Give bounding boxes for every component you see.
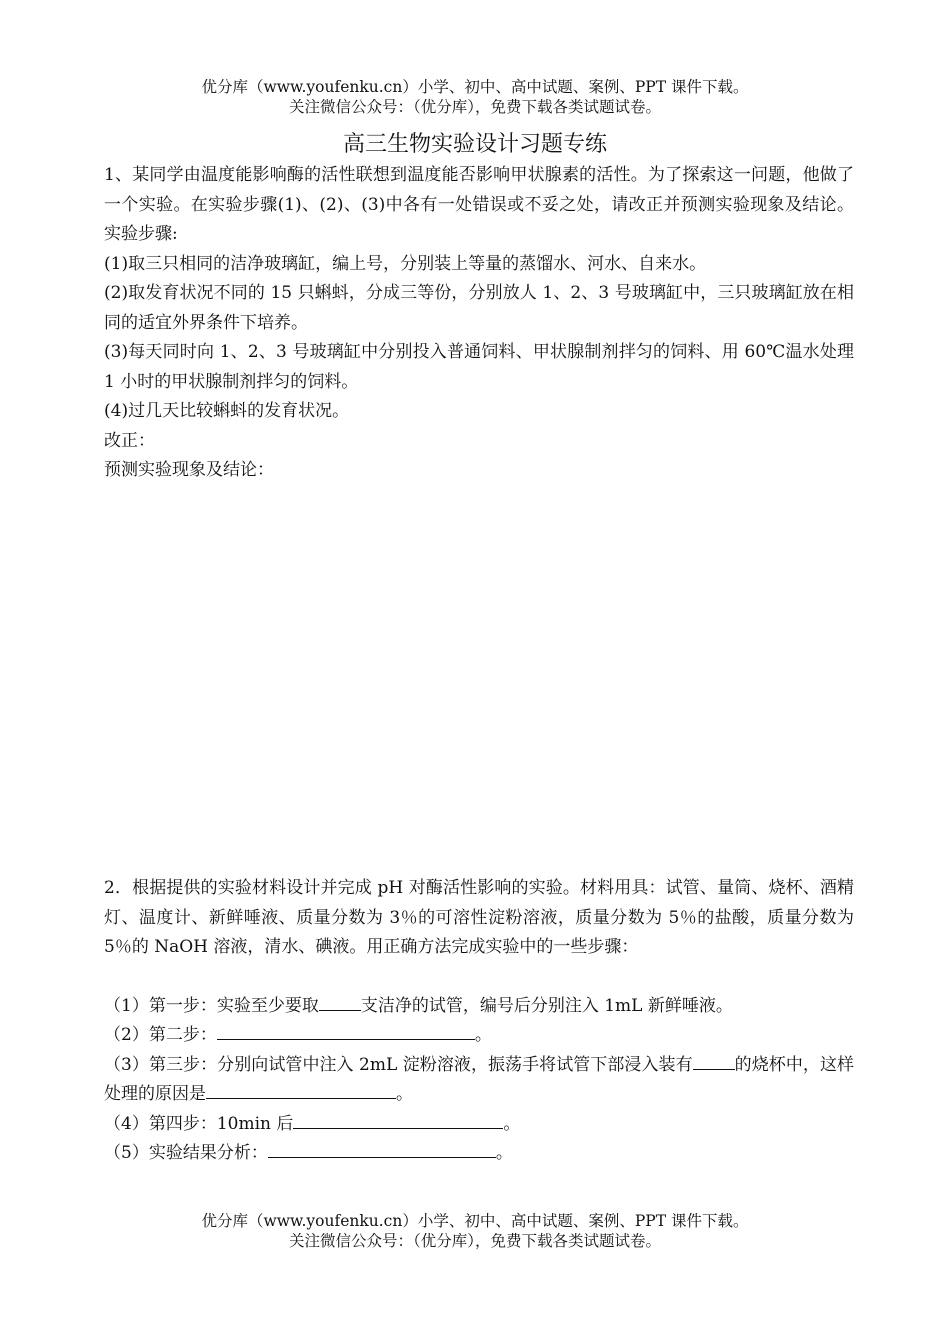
q2-step-1-text-b: 支洁净的试管，编号后分别注入 1mL 新鲜唾液。 (360, 995, 733, 1016)
q1-step-4: (4)过几天比较蝌蚪的发育状况。 (104, 401, 350, 421)
answer-blank-analysis[interactable] (268, 1140, 496, 1158)
q1-intro: 1、某同学由温度能影响酶的活性联想到温度能否影响甲状腺素的活性。为了探索这一问题，他做了一个实验。在实验步骤(1)、(2)、(3)中各有一处错误或不妥之处，请改正并预测实验现象及结论。实验步骤: (104, 165, 854, 244)
q2-step-5-text-a: （5）实验结果分析： (104, 1143, 268, 1163)
q2-step-4 (104, 1110, 854, 1140)
page-footer (0, 1211, 950, 1251)
q2-step-1 (104, 992, 854, 1022)
q2-step-3-text-a: （3）第三步：分别向试管中注入 2mL 淀粉溶液，振荡手将试管下部浸入装有 (104, 1054, 693, 1075)
footer-line-1: 优分库（www.youfenku.cn）小学、初中、高中试题、案例、PPT 课件下载。 (201, 1212, 749, 1230)
page-title: 高三生物实验设计习题专练 (342, 132, 607, 157)
q1-step-2: (2)取发育状况不同的 15 只蝌蚪，分成三等份，分别放人 1、2、3 号玻璃缸中，三只玻璃缸放在相同的适宜外界条件下培养。 (104, 283, 854, 333)
spacer (104, 963, 854, 992)
answer-blank-step-2[interactable] (217, 1022, 475, 1040)
answer-blank-tube-count[interactable] (319, 993, 361, 1011)
q2-step-3-text-b: 的烧杯中，这样处理的原因是 (104, 1054, 854, 1104)
q2-step-5 (104, 1139, 854, 1169)
q1-prediction-label: 预测实验现象及结论： (104, 460, 274, 480)
header-line-1: 优分库（www.youfenku.cn）小学、初中、高中试题、案例、PPT 课件下载。 (201, 78, 749, 96)
header-line-2: 关注微信公众号：（优分库），免费下载各类试题试卷。 (288, 98, 661, 116)
q2-step-3 (104, 1051, 854, 1110)
q2-step-4-text-b: 。 (503, 1113, 521, 1134)
answer-blank-beaker[interactable] (693, 1052, 735, 1070)
q2-step-2 (104, 1021, 854, 1051)
q1-correction-label: 改正： (104, 430, 155, 451)
q2-step-3-text-c: 。 (396, 1084, 413, 1104)
footer-line-2: 关注微信公众号：（优分库），免费下载各类试题试卷。 (288, 1232, 661, 1250)
q2-step-2-text-a: （2）第二步： (104, 1025, 217, 1045)
answer-blank-reason[interactable] (206, 1081, 396, 1099)
question-1 (104, 161, 854, 486)
q1-step-3: (3)每天同时向 1、2、3 号玻璃缸中分别投入普通饲料、甲状腺制剂拌匀的饲料、用 60℃温水处理 1 小时的甲状腺制剂拌匀的饲料。 (104, 342, 854, 392)
q2-intro: 2．根据提供的实验材料设计并完成 pH 对酶活性影响的实验。材料用具：试管、量筒、烧杯、酒精灯、温度计、新鲜唾液、质量分数为 3％的可溶性淀粉溶液，质量分数为 5％的盐酸，质量分数为 5％的 NaOH 溶液，清水、碘液。用正确方法完成实验中的一些步骤： (104, 878, 854, 957)
question-2 (104, 874, 854, 1169)
q2-step-5-text-b: 。 (495, 1143, 513, 1163)
answer-blank-step-4[interactable] (293, 1111, 503, 1129)
page-header (0, 77, 950, 117)
q1-step-1: (1)取三只相同的洁净玻璃缸，编上号，分别装上等量的蒸馏水、河水、自来水。 (104, 253, 707, 274)
q2-step-1-text-a: （1）第一步：实验至少要取 (104, 995, 319, 1016)
q2-step-4-text-a: （4）第四步：10min 后 (104, 1113, 294, 1134)
q2-step-2-text-b: 。 (474, 1025, 492, 1045)
